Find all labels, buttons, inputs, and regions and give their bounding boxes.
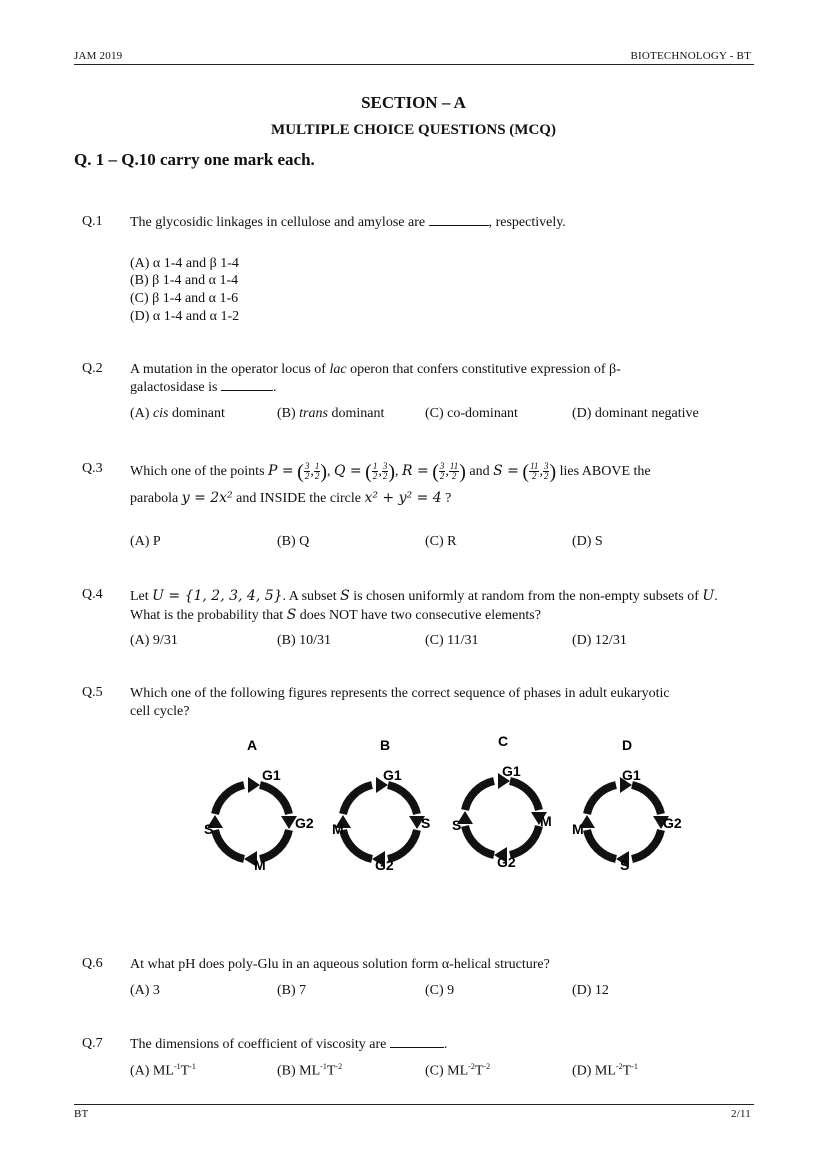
option-b: (B) trans dominant [277, 406, 385, 421]
option-a: (A) 3 [130, 983, 160, 998]
option-d: (D) dominant negative [572, 406, 699, 421]
point-r-x: $\frac{3}{2}$ [439, 461, 445, 482]
phase-top: G1 [262, 767, 281, 783]
figure-label: D [621, 737, 633, 753]
phase-right: M [540, 813, 552, 829]
q4-line1-c: is chosen uniformly at random from the non-empty subsets of [349, 589, 703, 604]
point-r-label: R = [402, 463, 429, 479]
header-left: JAM 2019 [74, 50, 123, 62]
option-d: (D) 12 [572, 983, 609, 998]
q4-line2-b: does NOT have two consecutive elements? [296, 608, 541, 623]
option-d: (D) S [572, 534, 603, 549]
q2-line2: galactosidase is [130, 380, 221, 395]
figure-label: B [379, 737, 391, 753]
set-u: U = {1, 2, 3, 4, 5} [152, 588, 283, 604]
phase-bottom: G2 [497, 854, 516, 870]
question-text: At what pH does poly-Glu in an aqueous solution form α-helical structure? [130, 957, 550, 972]
option-a: (A) 9/31 [130, 633, 178, 648]
point-p-y: $\frac{1}{2}$ [314, 461, 320, 482]
phase-top: G1 [502, 763, 521, 779]
figure-b [332, 737, 430, 873]
footer-left: BT [74, 1108, 89, 1120]
question-text [130, 685, 740, 721]
q5-line2: cell cycle? [130, 704, 190, 719]
q4-line1-d: . [714, 589, 718, 604]
phase-right: G2 [295, 815, 314, 831]
option-a: (A) α 1-4 and β 1-4 [130, 256, 239, 271]
point-s-x: $\frac{11}{2}$ [530, 461, 539, 482]
q7-text-b: . [443, 1037, 448, 1052]
phase-right: G2 [663, 815, 682, 831]
option-c: (C) 9 [425, 983, 455, 998]
phase-left: S [204, 821, 214, 837]
header-right: BIOTECHNOLOGY - BT [630, 50, 751, 62]
option-c: (C) β 1-4 and α 1-6 [130, 291, 239, 306]
question-text [130, 587, 740, 625]
phase-bottom: M [254, 857, 266, 873]
question-number: Q.3 [82, 461, 103, 476]
figure-d [572, 737, 682, 873]
phase-bottom: S [620, 857, 630, 873]
question-number: Q.6 [82, 956, 103, 971]
header-rule [74, 64, 754, 65]
q3-line2-b: and INSIDE the circle [232, 491, 365, 506]
option-a: (A) P [130, 534, 161, 549]
option-c: (C) 11/31 [425, 633, 479, 648]
q5-line1: Which one of the following figures represents the correct sequence of phases in adult eukaryotic [130, 686, 670, 701]
option-b: (B) β 1-4 and α 1-4 [130, 273, 239, 288]
question-number: Q.2 [82, 361, 103, 376]
question-text: A mutation in the operator locus of lac operon that confers constitutive expression of β- galactosidase is . [130, 362, 621, 395]
parabola-equation: y = 2x² [181, 490, 233, 506]
point-p-label: P = [268, 463, 294, 479]
var-s: S [340, 588, 350, 604]
q2-line1-b: operon that confers constitutive expression of β- [346, 362, 621, 377]
q3-line1-end: lies ABOVE the [559, 464, 651, 479]
footer-rule [74, 1104, 754, 1105]
question-number: Q.5 [82, 685, 103, 700]
point-q-y: $\frac{3}{2}$ [382, 461, 388, 482]
q4-line2-a: What is the probability that [130, 608, 287, 623]
phase-right: S [421, 815, 431, 831]
q7-text-a: The dimensions of coefficient of viscosity are [130, 1037, 390, 1052]
phase-left: M [332, 821, 344, 837]
page-number: 2/11 [731, 1108, 751, 1120]
option-d: (D) $ML^{-2}T^{-1}$ [572, 1062, 638, 1079]
point-p-x: $\frac{3}{2}$ [304, 461, 310, 482]
q2-line1-italic: lac [329, 362, 347, 377]
phase-left: S [452, 817, 462, 833]
question-number: Q.4 [82, 587, 103, 602]
marks-note: Q. 1 – Q.10 carry one mark each. [74, 150, 315, 169]
circle-equation: x² + y² = 4 [364, 490, 442, 506]
option-d: (D) 12/31 [572, 633, 627, 648]
option-d: (D) α 1-4 and α 1-2 [130, 309, 240, 324]
q3-line2-a: parabola [130, 491, 182, 506]
phase-top: G1 [383, 767, 402, 783]
var-s: S [286, 607, 297, 623]
point-r-y: $\frac{11}{2}$ [449, 461, 459, 482]
q3-and: and [469, 464, 490, 479]
phase-top: G1 [622, 767, 641, 783]
figure-label: C [497, 733, 509, 749]
section-title: SECTION – A [361, 93, 466, 112]
phase-bottom: G2 [375, 857, 394, 873]
q2-line1-a: A mutation in the operator locus of [130, 362, 330, 377]
phase-left: M [572, 821, 584, 837]
question-text [130, 1036, 740, 1054]
q4-line1-a: Let [130, 589, 153, 604]
answer-blank [429, 214, 489, 226]
answer-blank [390, 1036, 444, 1048]
option-b: (B) 10/31 [277, 633, 332, 648]
option-b: (B) Q [277, 534, 310, 549]
var-u: U [702, 588, 715, 604]
option-a: (A) cis dominant [130, 406, 225, 421]
point-q-x: $\frac{1}{2}$ [372, 461, 378, 482]
option-b: (B) $ML^{-1}T^{-2}$ [277, 1062, 343, 1079]
q3-line2-c: ? [441, 491, 452, 506]
q4-line1-b: . A subset [282, 589, 341, 604]
question-text: Which one of the points P = ( $\frac{3}{2}$ , $\frac{1}{2}$ ), Q = ( $\frac{1}{2}$ , $\frac{3}{2}$ ), R = ( $\frac{3}{2}$ , $\frac{11}{2}$ ) and S = ( $\frac{11}{2}$ , $\frac{3}{2}$ ) lies ABOVE the parabola y = 2x² and INSIDE the circle x² + y² = 4 ? [130, 460, 651, 506]
point-s-y: $\frac{3}{2}$ [543, 461, 549, 482]
figure-a [204, 737, 314, 873]
answer-blank [221, 379, 273, 391]
q1-text-b: , respectively. [488, 215, 566, 230]
figure-c [452, 733, 552, 870]
option-c: (C) R [425, 534, 457, 549]
q1-text-a: The glycosidic linkages in cellulose and amylose are [130, 215, 429, 230]
question-number: Q.1 [82, 214, 103, 229]
option-c: (C) $ML^{-2}T^{-2}$ [425, 1062, 491, 1079]
question-text [130, 214, 740, 232]
option-b: (B) 7 [277, 983, 307, 998]
cell-cycle-figures [190, 730, 700, 880]
question-number: Q.7 [82, 1036, 103, 1051]
point-s-label: S = [493, 463, 519, 479]
option-a: (A) $ML^{-1}T^{-1}$ [130, 1062, 196, 1079]
figure-label: A [246, 737, 258, 753]
option-c: (C) co-dominant [425, 406, 518, 421]
section-subtitle: MULTIPLE CHOICE QUESTIONS (MCQ) [271, 122, 556, 138]
point-q-label: Q = [333, 463, 362, 479]
q3-line1-a: Which one of the points [130, 464, 269, 479]
